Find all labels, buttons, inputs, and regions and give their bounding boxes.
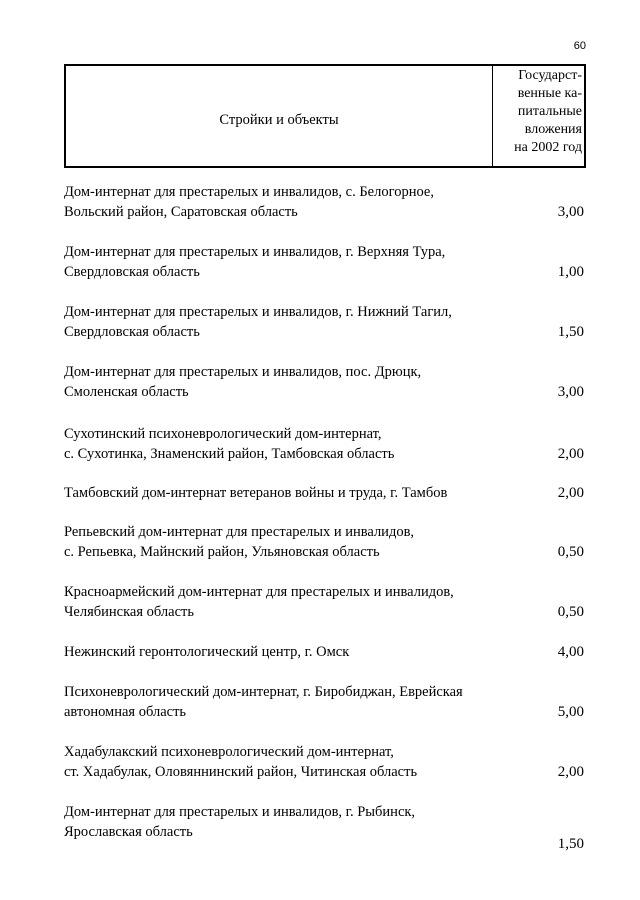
table-row [64, 802, 584, 852]
object-name: Дом-интернат для престарелых и инвалидов, г. Нижний Тагил, Свердловская область [64, 304, 452, 340]
investment-value: 5,00 [557, 704, 584, 720]
investment-value: 2,00 [557, 764, 584, 780]
investment-value: 0,50 [557, 604, 584, 620]
investment-value: 1,00 [557, 264, 584, 280]
investment-value: 2,00 [557, 485, 584, 501]
object-name: Психоневрологический дом-интернат, г. Биробиджан, Еврейская автономная область [64, 684, 463, 720]
investment-value: 3,00 [557, 204, 584, 220]
object-name: Репьевский дом-интернат для престарелых и инвалидов, с. Репьевка, Майнский район, Ульяновская область [64, 524, 415, 560]
object-name: Нежинский геронтологический центр, г. Омск [64, 644, 350, 660]
table-row [64, 582, 584, 622]
table-row [64, 483, 584, 503]
object-name: Дом-интернат для престарелых и инвалидов, пос. Дрюцк, Смоленская область [64, 364, 422, 400]
investment-header-line: питальные [517, 104, 582, 119]
object-name: Дом-интернат для престарелых и инвалидов, г. Рыбинск, Ярославская область [64, 804, 416, 840]
investment-column-header [492, 66, 584, 166]
table-row [64, 424, 584, 464]
investment-value: 0,50 [557, 544, 584, 560]
table-row [64, 522, 584, 562]
object-name: Сухотинский психоневрологический дом-интернат, с. Сухотинка, Знаменский район, Тамбовская область [64, 426, 395, 462]
investment-value: 2,00 [557, 446, 584, 462]
table-row [64, 242, 584, 282]
investment-value: 1,50 [557, 836, 584, 852]
investment-header-line: вложения [524, 122, 582, 137]
table-row [64, 182, 584, 222]
object-name: Дом-интернат для престарелых и инвалидов, с. Белогорное, Вольский район, Саратовская область [64, 184, 434, 220]
table-row [64, 682, 584, 722]
objects-column-header: Стройки и объекты [219, 111, 339, 128]
investment-header-line: Государст- [518, 68, 582, 83]
investment-value: 3,00 [557, 384, 584, 400]
table-row [64, 742, 584, 782]
object-name: Хадабулакский психоневрологический дом-интернат, ст. Хадабулак, Оловяннинский район, Читинская область [64, 744, 418, 780]
table-row [64, 362, 584, 402]
table-row [64, 302, 584, 342]
table-header [64, 64, 586, 168]
object-name: Дом-интернат для престарелых и инвалидов, г. Верхняя Тура, Свердловская область [64, 244, 446, 280]
investment-value: 1,50 [557, 324, 584, 340]
investment-header-line: венные ка- [517, 86, 582, 101]
object-name: Красноармейский дом-интернат для престарелых и инвалидов, Челябинская область [64, 584, 454, 620]
object-name: Тамбовский дом-интернат ветеранов войны и труда, г. Тамбов [64, 485, 448, 501]
investment-value: 4,00 [557, 644, 584, 660]
page-number: 60 [573, 40, 586, 52]
table-row [64, 642, 584, 662]
investment-header-line: на 2002 год [514, 140, 582, 155]
